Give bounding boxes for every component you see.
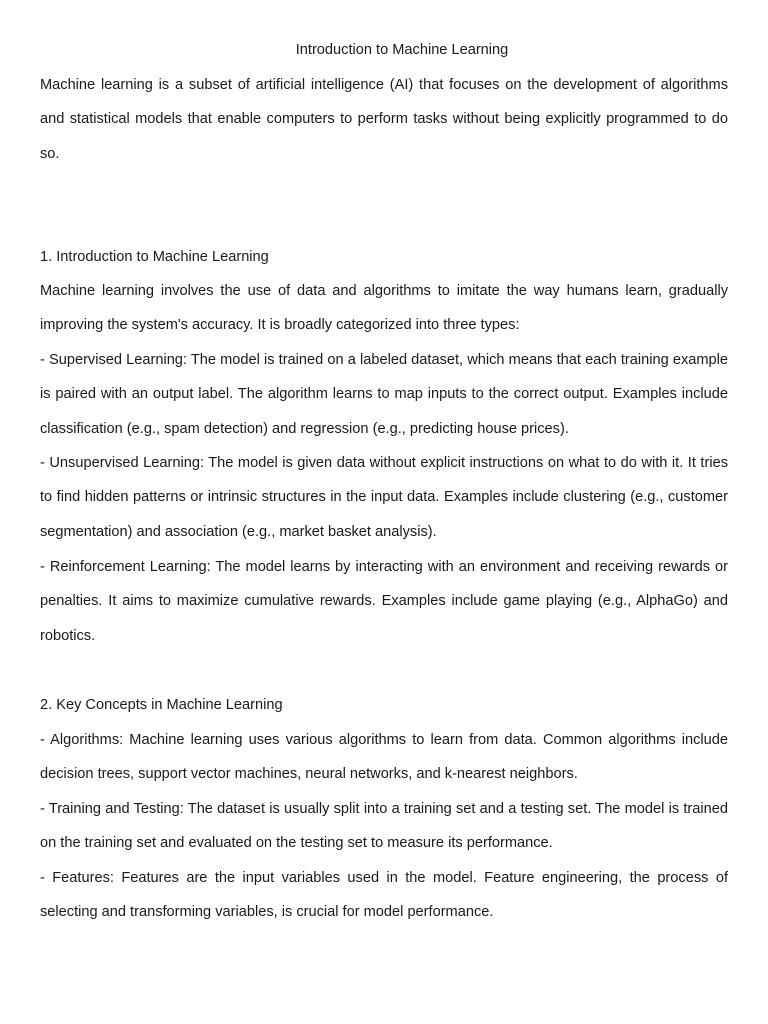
unsupervised-learning-paragraph: - Unsupervised Learning: The model is given data without explicit instructions on what to do with it. It tries to find hidden patterns or intrinsic structures in the input data. Examples include clustering (e.g., customer segmentation) and association (e.g., market basket analysis).	[40, 455, 728, 540]
supervised-learning-paragraph: - Supervised Learning: The model is trained on a labeled dataset, which means that each training example is paired with an output label. The algorithm learns to map inputs to the correct output. Examples include classification (e.g., spam detection) and regression (e.g., predicting house prices).	[40, 352, 728, 437]
section-2-heading: 2. Key Concepts in Machine Learning	[40, 697, 283, 713]
intro-paragraph: Machine learning is a subset of artificial intelligence (AI) that focuses on the development of algorithms and statistical models that enable computers to perform tasks without being explicitly programmed to do so.	[40, 77, 728, 162]
training-testing-paragraph: - Training and Testing: The dataset is usually split into a training set and a testing set. The model is trained on the training set and evaluated on the testing set to measure its performance.	[40, 801, 728, 852]
section-1-heading: 1. Introduction to Machine Learning	[40, 249, 269, 265]
document-title: Introduction to Machine Learning	[295, 42, 509, 58]
algorithms-paragraph: - Algorithms: Machine learning uses various algorithms to learn from data. Common algorithms include decision trees, support vector machines, neural networks, and k-nearest neighbors.	[40, 732, 728, 783]
features-paragraph: - Features: Features are the input variables used in the model. Feature engineering, the process of selecting and transforming variables, is crucial for model performance.	[40, 870, 728, 921]
section-1-paragraph-1: Machine learning involves the use of data and algorithms to imitate the way humans learn, gradually improving the system's accuracy. It is broadly categorized into three types:	[40, 283, 728, 334]
reinforcement-learning-paragraph: - Reinforcement Learning: The model learns by interacting with an environment and receiving rewards or penalties. It aims to maximize cumulative rewards. Examples include game playing (e.g., AlphaGo) and robotics.	[40, 559, 728, 644]
